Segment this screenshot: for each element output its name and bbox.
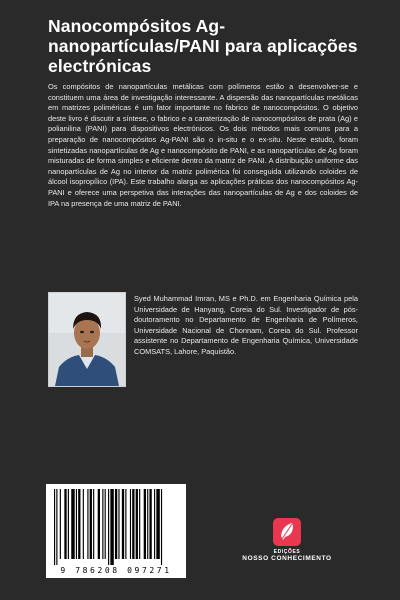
barcode-bars (54, 489, 178, 565)
barcode-bar (122, 489, 124, 559)
barcode (46, 484, 186, 578)
author-photo (48, 292, 126, 387)
author-bio: Syed Muhammad Imran, MS e Ph.D. em Engenharia Química pela Universidade de Hanyang, Coreia do Sul. Investigador de pós-doutoramento no Departamento de Engenharia de Polímeros, Universidade Nacional de Chonnam, Coreia do Sul. Professor assistente no Departamento de Engenharia Química, Universidade COMSATS, Lahore, Paquistão. (134, 294, 358, 356)
barcode-bar (110, 489, 113, 565)
barcode-bar (161, 489, 162, 565)
barcode-bar (125, 489, 126, 559)
feather-logo-icon (273, 518, 301, 546)
barcode-bar (68, 489, 69, 559)
isbn-digits: 9 786208 097271 (60, 566, 172, 575)
barcode-bar (115, 489, 117, 559)
publisher-logo (232, 518, 342, 562)
barcode-bar (149, 489, 151, 559)
book-title: Nanocompósitos Ag-nanopartículas/PANI para aplicações electrónicas (48, 16, 358, 76)
barcode-bar (156, 489, 159, 559)
publisher-line-1: EDIÇÕES (273, 549, 301, 555)
publisher-line-2: NOSSO CONHECIMENTO (242, 555, 332, 562)
barcode-bar (154, 489, 155, 559)
barcode-bar (102, 489, 103, 559)
book-description: Os compósitos de nanopartículas metálicas com polímeros estão a desenvolver-se e constituem uma área de investigação interessante. A dispersão das nanopartículas metálicas em matrizes poliméricas é um fator importante no fabrico de nanocompósitos. O objetivo deste livro é discutir a síntese, o fabrico e a caraterização de nanocompósitos de prata (Ag) e polianilina (PANI) para dispositivos electrónicos. Os dois métodos mais comuns para a preparação de nanocompósitos Ag-PANI são o in-situ e o ex-situ. Neste estudo, foram sintetizadas nanopartículas de Ag e nanocompósito de PANI, e as nanopartículas de Ag foram misturadas de forma simples e eficiente dentro da matriz de PANI. A distribuição uniforme das nanopartículas de Ag no interior da matriz polimérica foi conseguida utilizando coloides de álcool isopropílico (IPA). Este trabalho alarga as aplicações práticas dos nanocompósitos Ag-PANI e oferece uma perspetiva das interações das nanopartículas de Ag e dos coloides de IPA na presença de uma matriz de PANI. (48, 82, 358, 208)
barcode-bar (87, 489, 88, 559)
barcode-bar (139, 489, 140, 559)
barcode-bar (76, 489, 77, 559)
barcode-bar (108, 489, 109, 565)
barcode-bar (71, 489, 74, 559)
barcode-bar (147, 489, 148, 559)
barcode-bar (54, 489, 55, 565)
barcode-bar (90, 489, 92, 559)
barcode-bar (56, 489, 57, 565)
barcode-bar (132, 489, 134, 559)
barcode-bar (118, 489, 119, 559)
barcode-bar (93, 489, 94, 559)
barcode-bar (144, 489, 146, 559)
barcode-bar (83, 489, 84, 559)
barcode-bar (105, 489, 106, 559)
barcode-bar (60, 489, 61, 559)
barcode-bar (136, 489, 138, 559)
barcode-bar (78, 489, 80, 559)
barcode-bar (98, 489, 100, 559)
barcode-bar (64, 489, 66, 559)
barcode-bar (130, 489, 131, 559)
